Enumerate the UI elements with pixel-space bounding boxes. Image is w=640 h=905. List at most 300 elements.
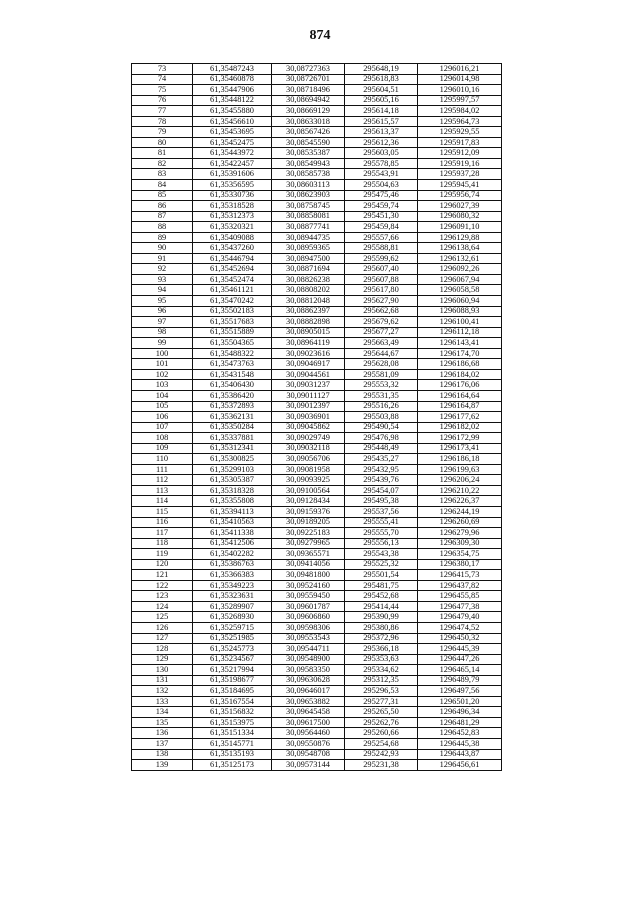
longitude-cell: 30,08808202 — [272, 285, 345, 296]
longitude-cell: 30,09630628 — [272, 675, 345, 686]
point-number-cell: 116 — [132, 517, 193, 528]
latitude-cell: 61,35372893 — [193, 401, 272, 412]
point-number-cell: 110 — [132, 454, 193, 465]
point-number-cell: 73 — [132, 64, 193, 75]
y-coordinate-cell: 1296080,32 — [418, 211, 502, 222]
longitude-cell: 30,09481800 — [272, 570, 345, 581]
longitude-cell: 30,09128434 — [272, 496, 345, 507]
point-number-cell: 82 — [132, 158, 193, 169]
table-row — [132, 95, 502, 106]
y-coordinate-cell: 1296489,79 — [418, 675, 502, 686]
table-row — [132, 580, 502, 591]
latitude-cell: 61,35299103 — [193, 464, 272, 475]
y-coordinate-cell: 1296186,18 — [418, 454, 502, 465]
latitude-cell: 61,35330736 — [193, 190, 272, 201]
table-row — [132, 74, 502, 85]
point-number-cell: 114 — [132, 496, 193, 507]
table-row — [132, 433, 502, 444]
table-row — [132, 528, 502, 539]
y-coordinate-cell: 1295984,02 — [418, 106, 502, 117]
point-number-cell: 128 — [132, 644, 193, 655]
x-coordinate-cell: 295277,31 — [345, 696, 418, 707]
longitude-cell: 30,09011127 — [272, 390, 345, 401]
longitude-cell: 30,08905015 — [272, 327, 345, 338]
latitude-cell: 61,35145771 — [193, 739, 272, 750]
x-coordinate-cell: 295260,66 — [345, 728, 418, 739]
longitude-cell: 30,09100564 — [272, 485, 345, 496]
y-coordinate-cell: 1296210,22 — [418, 485, 502, 496]
x-coordinate-cell: 295543,38 — [345, 549, 418, 560]
point-number-cell: 78 — [132, 116, 193, 127]
longitude-cell: 30,09365571 — [272, 549, 345, 560]
x-coordinate-cell: 295452,68 — [345, 591, 418, 602]
x-coordinate-cell: 295607,88 — [345, 274, 418, 285]
point-number-cell: 87 — [132, 211, 193, 222]
longitude-cell: 30,08718496 — [272, 85, 345, 96]
latitude-cell: 61,35446794 — [193, 253, 272, 264]
y-coordinate-cell: 1296027,39 — [418, 201, 502, 212]
x-coordinate-cell: 295414,44 — [345, 601, 418, 612]
table-row — [132, 211, 502, 222]
x-coordinate-cell: 295451,30 — [345, 211, 418, 222]
point-number-cell: 115 — [132, 506, 193, 517]
longitude-cell: 30,09093925 — [272, 475, 345, 486]
x-coordinate-cell: 295627,90 — [345, 296, 418, 307]
latitude-cell: 61,35406430 — [193, 380, 272, 391]
point-number-cell: 80 — [132, 137, 193, 148]
point-number-cell: 75 — [132, 85, 193, 96]
longitude-cell: 30,08858081 — [272, 211, 345, 222]
longitude-cell: 30,08633018 — [272, 116, 345, 127]
coordinates-table-body — [132, 64, 502, 771]
table-row — [132, 243, 502, 254]
latitude-cell: 61,35366383 — [193, 570, 272, 581]
y-coordinate-cell: 1296415,73 — [418, 570, 502, 581]
latitude-cell: 61,35245773 — [193, 644, 272, 655]
latitude-cell: 61,35460878 — [193, 74, 272, 85]
table-row — [132, 622, 502, 633]
latitude-cell: 61,35391606 — [193, 169, 272, 180]
longitude-cell: 30,08862397 — [272, 306, 345, 317]
longitude-cell: 30,09046917 — [272, 359, 345, 370]
table-row — [132, 148, 502, 159]
longitude-cell: 30,09036901 — [272, 412, 345, 423]
latitude-cell: 61,35135193 — [193, 749, 272, 760]
longitude-cell: 30,08694942 — [272, 95, 345, 106]
table-row — [132, 317, 502, 328]
y-coordinate-cell: 1296067,94 — [418, 274, 502, 285]
x-coordinate-cell: 295503,88 — [345, 412, 418, 423]
x-coordinate-cell: 295334,62 — [345, 665, 418, 676]
y-coordinate-cell: 1296172,99 — [418, 433, 502, 444]
y-coordinate-cell: 1296173,41 — [418, 443, 502, 454]
point-number-cell: 109 — [132, 443, 193, 454]
table-row — [132, 412, 502, 423]
point-number-cell: 131 — [132, 675, 193, 686]
point-number-cell: 93 — [132, 274, 193, 285]
latitude-cell: 61,35455880 — [193, 106, 272, 117]
point-number-cell: 137 — [132, 739, 193, 750]
x-coordinate-cell: 295677,27 — [345, 327, 418, 338]
longitude-cell: 30,09031237 — [272, 380, 345, 391]
x-coordinate-cell: 295605,16 — [345, 95, 418, 106]
longitude-cell: 30,08585738 — [272, 169, 345, 180]
longitude-cell: 30,09598306 — [272, 622, 345, 633]
x-coordinate-cell: 295537,56 — [345, 506, 418, 517]
latitude-cell: 61,35289907 — [193, 601, 272, 612]
x-coordinate-cell: 295366,18 — [345, 644, 418, 655]
point-number-cell: 136 — [132, 728, 193, 739]
point-number-cell: 91 — [132, 253, 193, 264]
y-coordinate-cell: 1296176,06 — [418, 380, 502, 391]
x-coordinate-cell: 295312,35 — [345, 675, 418, 686]
table-row — [132, 496, 502, 507]
y-coordinate-cell: 1296058,58 — [418, 285, 502, 296]
latitude-cell: 61,35461121 — [193, 285, 272, 296]
latitude-cell: 61,35504365 — [193, 338, 272, 349]
longitude-cell: 30,09045862 — [272, 422, 345, 433]
longitude-cell: 30,09553543 — [272, 633, 345, 644]
table-row — [132, 422, 502, 433]
longitude-cell: 30,09189205 — [272, 517, 345, 528]
point-number-cell: 133 — [132, 696, 193, 707]
x-coordinate-cell: 295615,57 — [345, 116, 418, 127]
latitude-cell: 61,35412506 — [193, 538, 272, 549]
x-coordinate-cell: 295432,95 — [345, 464, 418, 475]
y-coordinate-cell: 1295945,41 — [418, 180, 502, 191]
latitude-cell: 61,35452474 — [193, 274, 272, 285]
y-coordinate-cell: 1296164,87 — [418, 401, 502, 412]
latitude-cell: 61,35305387 — [193, 475, 272, 486]
latitude-cell: 61,35422457 — [193, 158, 272, 169]
longitude-cell: 30,09524160 — [272, 580, 345, 591]
table-row — [132, 380, 502, 391]
latitude-cell: 61,35448122 — [193, 95, 272, 106]
y-coordinate-cell: 1296496,34 — [418, 707, 502, 718]
latitude-cell: 61,35517683 — [193, 317, 272, 328]
table-row — [132, 285, 502, 296]
longitude-cell: 30,08944735 — [272, 232, 345, 243]
x-coordinate-cell: 295454,07 — [345, 485, 418, 496]
longitude-cell: 30,09225183 — [272, 528, 345, 539]
point-number-cell: 108 — [132, 433, 193, 444]
y-coordinate-cell: 1296452,83 — [418, 728, 502, 739]
y-coordinate-cell: 1296474,52 — [418, 622, 502, 633]
y-coordinate-cell: 1296184,02 — [418, 369, 502, 380]
latitude-cell: 61,35259715 — [193, 622, 272, 633]
x-coordinate-cell: 295475,46 — [345, 190, 418, 201]
y-coordinate-cell: 1296465,14 — [418, 665, 502, 676]
table-row — [132, 369, 502, 380]
y-coordinate-cell: 1296174,70 — [418, 348, 502, 359]
latitude-cell: 61,35515889 — [193, 327, 272, 338]
x-coordinate-cell: 295490,54 — [345, 422, 418, 433]
table-row — [132, 359, 502, 370]
longitude-cell: 30,09653882 — [272, 696, 345, 707]
latitude-cell: 61,35349223 — [193, 580, 272, 591]
table-row — [132, 127, 502, 138]
table-row — [132, 306, 502, 317]
table-row — [132, 538, 502, 549]
x-coordinate-cell: 295262,76 — [345, 717, 418, 728]
point-number-cell: 134 — [132, 707, 193, 718]
point-number-cell: 88 — [132, 222, 193, 233]
table-row — [132, 222, 502, 233]
x-coordinate-cell: 295372,96 — [345, 633, 418, 644]
point-number-cell: 126 — [132, 622, 193, 633]
x-coordinate-cell: 295648,19 — [345, 64, 418, 75]
x-coordinate-cell: 295578,85 — [345, 158, 418, 169]
x-coordinate-cell: 295435,27 — [345, 454, 418, 465]
x-coordinate-cell: 295390,99 — [345, 612, 418, 623]
x-coordinate-cell: 295663,49 — [345, 338, 418, 349]
y-coordinate-cell: 1296100,41 — [418, 317, 502, 328]
latitude-cell: 61,35447906 — [193, 85, 272, 96]
table-row — [132, 180, 502, 191]
longitude-cell: 30,09583350 — [272, 665, 345, 676]
longitude-cell: 30,08871694 — [272, 264, 345, 275]
table-row — [132, 116, 502, 127]
latitude-cell: 61,35234567 — [193, 654, 272, 665]
point-number-cell: 98 — [132, 327, 193, 338]
y-coordinate-cell: 1296186,68 — [418, 359, 502, 370]
y-coordinate-cell: 1296132,61 — [418, 253, 502, 264]
point-number-cell: 95 — [132, 296, 193, 307]
longitude-cell: 30,09645458 — [272, 707, 345, 718]
point-number-cell: 127 — [132, 633, 193, 644]
y-coordinate-cell: 1295964,73 — [418, 116, 502, 127]
longitude-cell: 30,09617500 — [272, 717, 345, 728]
x-coordinate-cell: 295618,83 — [345, 74, 418, 85]
latitude-cell: 61,35337881 — [193, 433, 272, 444]
latitude-cell: 61,35318528 — [193, 201, 272, 212]
table-row — [132, 601, 502, 612]
table-row — [132, 475, 502, 486]
point-number-cell: 139 — [132, 760, 193, 771]
point-number-cell: 97 — [132, 317, 193, 328]
x-coordinate-cell: 295679,62 — [345, 317, 418, 328]
latitude-cell: 61,35443972 — [193, 148, 272, 159]
point-number-cell: 106 — [132, 412, 193, 423]
y-coordinate-cell: 1296143,41 — [418, 338, 502, 349]
latitude-cell: 61,35125173 — [193, 760, 272, 771]
y-coordinate-cell: 1296010,16 — [418, 85, 502, 96]
table-row — [132, 591, 502, 602]
y-coordinate-cell: 1296309,30 — [418, 538, 502, 549]
point-number-cell: 101 — [132, 359, 193, 370]
latitude-cell: 61,35184695 — [193, 686, 272, 697]
y-coordinate-cell: 1296477,38 — [418, 601, 502, 612]
x-coordinate-cell: 295614,18 — [345, 106, 418, 117]
latitude-cell: 61,35198677 — [193, 675, 272, 686]
latitude-cell: 61,35323631 — [193, 591, 272, 602]
y-coordinate-cell: 1296206,24 — [418, 475, 502, 486]
latitude-cell: 61,35470242 — [193, 296, 272, 307]
y-coordinate-cell: 1296260,69 — [418, 517, 502, 528]
table-row — [132, 559, 502, 570]
longitude-cell: 30,09544711 — [272, 644, 345, 655]
table-row — [132, 137, 502, 148]
point-number-cell: 104 — [132, 390, 193, 401]
x-coordinate-cell: 295481,75 — [345, 580, 418, 591]
x-coordinate-cell: 295459,84 — [345, 222, 418, 233]
longitude-cell: 30,08812048 — [272, 296, 345, 307]
latitude-cell: 61,35502183 — [193, 306, 272, 317]
y-coordinate-cell: 1296445,38 — [418, 739, 502, 750]
longitude-cell: 30,09414056 — [272, 559, 345, 570]
point-number-cell: 123 — [132, 591, 193, 602]
y-coordinate-cell: 1295919,16 — [418, 158, 502, 169]
latitude-cell: 61,35473763 — [193, 359, 272, 370]
latitude-cell: 61,35487243 — [193, 64, 272, 75]
latitude-cell: 61,35217994 — [193, 665, 272, 676]
table-row — [132, 443, 502, 454]
table-row — [132, 327, 502, 338]
point-number-cell: 117 — [132, 528, 193, 539]
latitude-cell: 61,35300825 — [193, 454, 272, 465]
longitude-cell: 30,09159376 — [272, 506, 345, 517]
point-number-cell: 96 — [132, 306, 193, 317]
y-coordinate-cell: 1296092,26 — [418, 264, 502, 275]
latitude-cell: 61,35350284 — [193, 422, 272, 433]
longitude-cell: 30,08947500 — [272, 253, 345, 264]
y-coordinate-cell: 1296450,32 — [418, 633, 502, 644]
table-row — [132, 201, 502, 212]
longitude-cell: 30,09279965 — [272, 538, 345, 549]
x-coordinate-cell: 295543,91 — [345, 169, 418, 180]
x-coordinate-cell: 295662,68 — [345, 306, 418, 317]
x-coordinate-cell: 295556,13 — [345, 538, 418, 549]
x-coordinate-cell: 295531,35 — [345, 390, 418, 401]
longitude-cell: 30,09029749 — [272, 433, 345, 444]
x-coordinate-cell: 295555,41 — [345, 517, 418, 528]
point-number-cell: 105 — [132, 401, 193, 412]
point-number-cell: 138 — [132, 749, 193, 760]
coordinates-table — [131, 63, 502, 771]
longitude-cell: 30,08726701 — [272, 74, 345, 85]
point-number-cell: 107 — [132, 422, 193, 433]
longitude-cell: 30,09548708 — [272, 749, 345, 760]
point-number-cell: 86 — [132, 201, 193, 212]
x-coordinate-cell: 295604,51 — [345, 85, 418, 96]
point-number-cell: 125 — [132, 612, 193, 623]
longitude-cell: 30,09601787 — [272, 601, 345, 612]
point-number-cell: 130 — [132, 665, 193, 676]
y-coordinate-cell: 1296138,64 — [418, 243, 502, 254]
latitude-cell: 61,35437260 — [193, 243, 272, 254]
y-coordinate-cell: 1296455,85 — [418, 591, 502, 602]
table-row — [132, 274, 502, 285]
longitude-cell: 30,08758745 — [272, 201, 345, 212]
point-number-cell: 122 — [132, 580, 193, 591]
longitude-cell: 30,08545590 — [272, 137, 345, 148]
x-coordinate-cell: 295628,08 — [345, 359, 418, 370]
y-coordinate-cell: 1296479,40 — [418, 612, 502, 623]
y-coordinate-cell: 1296445,39 — [418, 644, 502, 655]
point-number-cell: 77 — [132, 106, 193, 117]
latitude-cell: 61,35356595 — [193, 180, 272, 191]
point-number-cell: 79 — [132, 127, 193, 138]
point-number-cell: 103 — [132, 380, 193, 391]
x-coordinate-cell: 295476,98 — [345, 433, 418, 444]
table-row — [132, 190, 502, 201]
latitude-cell: 61,35156832 — [193, 707, 272, 718]
point-number-cell: 135 — [132, 717, 193, 728]
point-number-cell: 121 — [132, 570, 193, 581]
point-number-cell: 111 — [132, 464, 193, 475]
point-number-cell: 119 — [132, 549, 193, 560]
page-number: 874 — [309, 28, 331, 43]
y-coordinate-cell: 1296112,18 — [418, 327, 502, 338]
table-row — [132, 454, 502, 465]
latitude-cell: 61,35355808 — [193, 496, 272, 507]
longitude-cell: 30,08727363 — [272, 64, 345, 75]
y-coordinate-cell: 1296182,02 — [418, 422, 502, 433]
longitude-cell: 30,08959365 — [272, 243, 345, 254]
latitude-cell: 61,35386763 — [193, 559, 272, 570]
y-coordinate-cell: 1296014,98 — [418, 74, 502, 85]
point-number-cell: 102 — [132, 369, 193, 380]
x-coordinate-cell: 295553,32 — [345, 380, 418, 391]
y-coordinate-cell: 1295937,28 — [418, 169, 502, 180]
longitude-cell: 30,09032118 — [272, 443, 345, 454]
table-row — [132, 707, 502, 718]
y-coordinate-cell: 1296380,17 — [418, 559, 502, 570]
longitude-cell: 30,08669129 — [272, 106, 345, 117]
longitude-cell: 30,08877741 — [272, 222, 345, 233]
point-number-cell: 85 — [132, 190, 193, 201]
latitude-cell: 61,35410563 — [193, 517, 272, 528]
point-number-cell: 90 — [132, 243, 193, 254]
x-coordinate-cell: 295525,32 — [345, 559, 418, 570]
table-row — [132, 85, 502, 96]
table-row — [132, 612, 502, 623]
longitude-cell: 30,08882898 — [272, 317, 345, 328]
x-coordinate-cell: 295501,54 — [345, 570, 418, 581]
point-number-cell: 83 — [132, 169, 193, 180]
point-number-cell: 76 — [132, 95, 193, 106]
table-row — [132, 517, 502, 528]
table-row — [132, 158, 502, 169]
point-number-cell: 94 — [132, 285, 193, 296]
longitude-cell: 30,08826238 — [272, 274, 345, 285]
y-coordinate-cell: 1295997,57 — [418, 95, 502, 106]
table-row — [132, 485, 502, 496]
latitude-cell: 61,35394113 — [193, 506, 272, 517]
latitude-cell: 61,35312341 — [193, 443, 272, 454]
latitude-cell: 61,35153975 — [193, 717, 272, 728]
longitude-cell: 30,09573144 — [272, 760, 345, 771]
y-coordinate-cell: 1296354,75 — [418, 549, 502, 560]
longitude-cell: 30,08567426 — [272, 127, 345, 138]
x-coordinate-cell: 295516,26 — [345, 401, 418, 412]
y-coordinate-cell: 1296443,87 — [418, 749, 502, 760]
latitude-cell: 61,35488322 — [193, 348, 272, 359]
latitude-cell: 61,35151334 — [193, 728, 272, 739]
table-row — [132, 390, 502, 401]
y-coordinate-cell: 1295956,74 — [418, 190, 502, 201]
y-coordinate-cell: 1296481,29 — [418, 717, 502, 728]
point-number-cell: 120 — [132, 559, 193, 570]
table-row — [132, 264, 502, 275]
longitude-cell: 30,08603113 — [272, 180, 345, 191]
latitude-cell: 61,35402282 — [193, 549, 272, 560]
x-coordinate-cell: 295448,49 — [345, 443, 418, 454]
table-row — [132, 717, 502, 728]
table-row — [132, 728, 502, 739]
x-coordinate-cell: 295504,63 — [345, 180, 418, 191]
table-row — [132, 232, 502, 243]
